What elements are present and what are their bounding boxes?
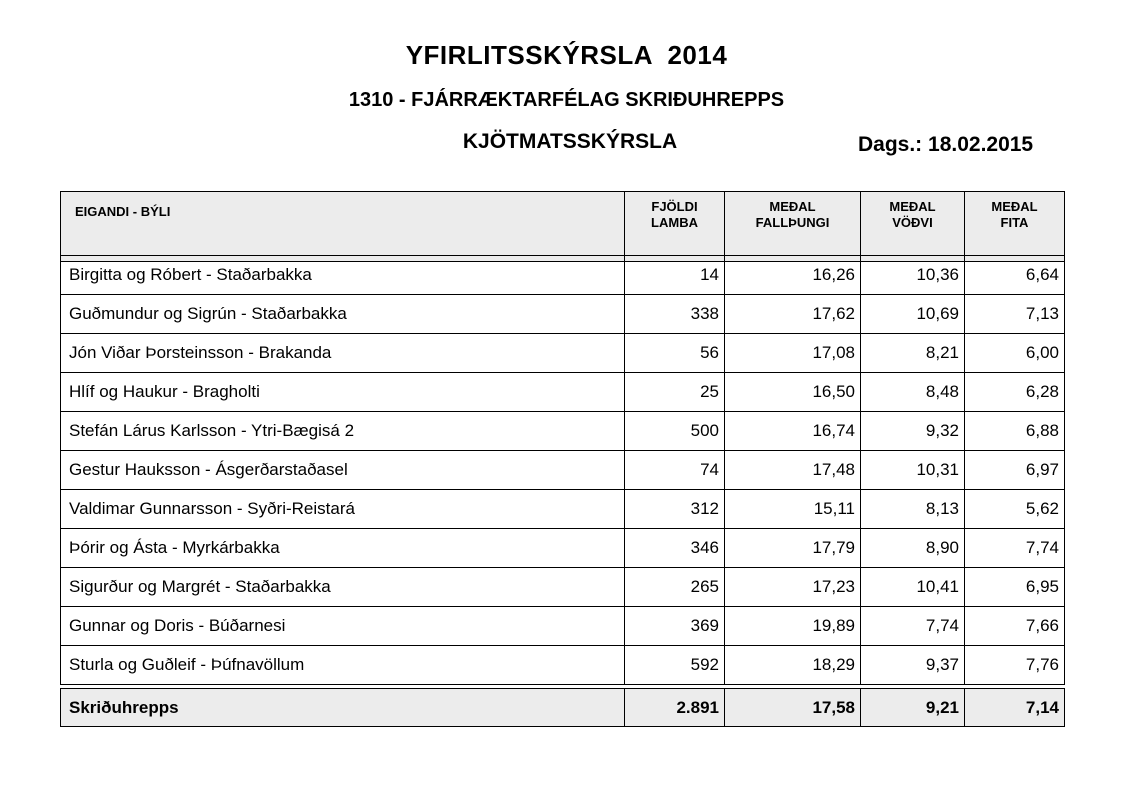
cell-owner: Valdimar Gunnarsson - Syðri-Reistará xyxy=(61,490,625,529)
cell-fat: 6,97 xyxy=(965,451,1065,490)
table-row xyxy=(61,529,1065,568)
report-date: Dags.: 18.02.2015 xyxy=(858,133,1034,156)
column-header-fat-line1: MEÐAL xyxy=(991,199,1038,214)
report-title: YFIRLITSSKÝRSLA 2014 xyxy=(405,40,728,70)
table-row xyxy=(61,607,1065,646)
cell-owner: Þórir og Ásta - Myrkárbakka xyxy=(61,529,625,568)
cell-weight: 17,62 xyxy=(725,295,861,334)
column-header-owner-label: EIGANDI - BÝLI xyxy=(75,204,171,219)
association-title: 1310 - FJÁRRÆKTARFÉLAG SKRIÐUHREPPS xyxy=(348,89,785,111)
cell-muscle: 8,13 xyxy=(861,490,965,529)
column-header-fat xyxy=(965,192,1065,262)
cell-lambs: 312 xyxy=(625,490,725,529)
cell-muscle: 8,48 xyxy=(861,373,965,412)
table-row xyxy=(61,295,1065,334)
column-header-weight xyxy=(725,192,861,262)
total-lambs: 2.891 xyxy=(625,689,725,727)
column-header-muscle-line2: VÖÐVI xyxy=(892,215,933,230)
cell-muscle: 7,74 xyxy=(861,607,965,646)
cell-muscle: 9,32 xyxy=(861,412,965,451)
header-row xyxy=(61,192,1065,262)
cell-owner: Birgitta og Róbert - Staðarbakka xyxy=(61,256,625,295)
cell-owner: Jón Viðar Þorsteinsson - Brakanda xyxy=(61,334,625,373)
cell-fat: 6,28 xyxy=(965,373,1065,412)
cell-lambs: 74 xyxy=(625,451,725,490)
total-table xyxy=(60,688,1065,727)
table-row xyxy=(61,646,1065,685)
table-row xyxy=(61,490,1065,529)
cell-lambs: 500 xyxy=(625,412,725,451)
table-row xyxy=(61,334,1065,373)
cell-weight: 16,74 xyxy=(725,412,861,451)
column-header-muscle xyxy=(861,192,965,262)
cell-weight: 17,79 xyxy=(725,529,861,568)
cell-lambs: 346 xyxy=(625,529,725,568)
cell-lambs: 56 xyxy=(625,334,725,373)
data-table xyxy=(60,255,1065,685)
cell-weight: 19,89 xyxy=(725,607,861,646)
cell-lambs: 25 xyxy=(625,373,725,412)
cell-fat: 7,13 xyxy=(965,295,1065,334)
cell-fat: 6,95 xyxy=(965,568,1065,607)
cell-lambs: 592 xyxy=(625,646,725,685)
cell-owner: Hlíf og Haukur - Bragholti xyxy=(61,373,625,412)
cell-muscle: 10,41 xyxy=(861,568,965,607)
cell-weight: 18,29 xyxy=(725,646,861,685)
column-header-lambs-line2: LAMBA xyxy=(651,215,698,230)
cell-fat: 7,74 xyxy=(965,529,1065,568)
cell-owner: Sigurður og Margrét - Staðarbakka xyxy=(61,568,625,607)
column-header-muscle-line1: MEÐAL xyxy=(889,199,936,214)
cell-fat: 7,76 xyxy=(965,646,1065,685)
cell-owner: Guðmundur og Sigrún - Staðarbakka xyxy=(61,295,625,334)
cell-lambs: 369 xyxy=(625,607,725,646)
cell-fat: 6,64 xyxy=(965,256,1065,295)
table-row xyxy=(61,451,1065,490)
column-header-lambs-line1: FJÖLDI xyxy=(651,199,698,214)
report-type-title: KJÖTMATSSKÝRSLA xyxy=(462,130,678,153)
cell-muscle: 8,21 xyxy=(861,334,965,373)
cell-weight: 15,11 xyxy=(725,490,861,529)
total-weight: 17,58 xyxy=(725,689,861,727)
table-row xyxy=(61,256,1065,295)
cell-lambs: 14 xyxy=(625,256,725,295)
column-header-weight-line1: MEÐAL xyxy=(769,199,816,214)
cell-weight: 16,26 xyxy=(725,256,861,295)
total-fat: 7,14 xyxy=(965,689,1065,727)
column-header-fat-line2: FITA xyxy=(1000,215,1029,230)
cell-muscle: 8,90 xyxy=(861,529,965,568)
table-row xyxy=(61,373,1065,412)
cell-muscle: 10,36 xyxy=(861,256,965,295)
column-header-weight-line2: FALLÞUNGI xyxy=(755,215,830,230)
cell-weight: 17,08 xyxy=(725,334,861,373)
cell-lambs: 265 xyxy=(625,568,725,607)
cell-weight: 17,48 xyxy=(725,451,861,490)
cell-owner: Gunnar og Doris - Búðarnesi xyxy=(61,607,625,646)
total-muscle: 9,21 xyxy=(861,689,965,727)
cell-muscle: 10,69 xyxy=(861,295,965,334)
cell-weight: 16,50 xyxy=(725,373,861,412)
cell-fat: 6,00 xyxy=(965,334,1065,373)
cell-muscle: 9,37 xyxy=(861,646,965,685)
cell-muscle: 10,31 xyxy=(861,451,965,490)
cell-owner: Stefán Lárus Karlsson - Ytri-Bægisá 2 xyxy=(61,412,625,451)
total-row xyxy=(61,689,1065,727)
cell-fat: 5,62 xyxy=(965,490,1065,529)
cell-fat: 6,88 xyxy=(965,412,1065,451)
cell-weight: 17,23 xyxy=(725,568,861,607)
total-label: Skriðuhrepps xyxy=(61,689,625,727)
cell-fat: 7,66 xyxy=(965,607,1065,646)
column-header-owner xyxy=(61,192,625,262)
cell-lambs: 338 xyxy=(625,295,725,334)
cell-owner: Gestur Hauksson - Ásgerðarstaðasel xyxy=(61,451,625,490)
cell-owner: Sturla og Guðleif - Þúfnavöllum xyxy=(61,646,625,685)
table-row xyxy=(61,412,1065,451)
table-row xyxy=(61,568,1065,607)
column-header-lambs xyxy=(625,192,725,262)
table-header xyxy=(60,191,1065,262)
